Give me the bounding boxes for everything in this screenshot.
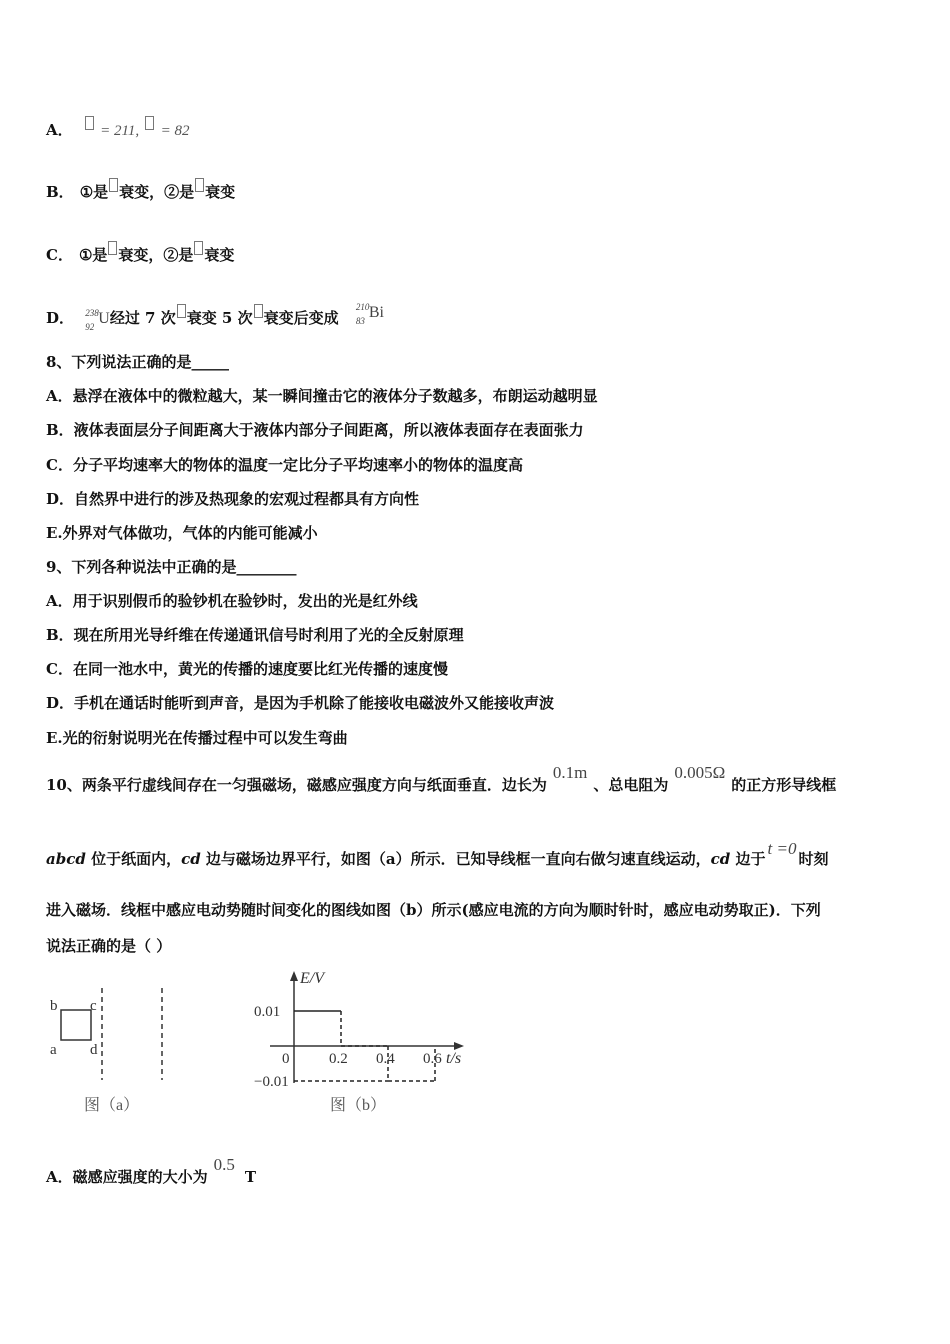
square-frame — [61, 1010, 91, 1040]
text: ①是 — [78, 246, 108, 264]
q9-option-d: D．手机在通话时能听到声音，是因为手机除了能接收电磁波外又能接收声波 — [46, 694, 555, 712]
chart-marks — [254, 1004, 442, 1090]
missing-glyph-icon — [177, 304, 186, 318]
missing-glyph-icon — [85, 116, 94, 130]
text: 边与磁场边界平行，如图（a）所示．已知导线框一直向右做匀速直线运动， — [200, 850, 711, 868]
q7-option-d — [46, 302, 384, 332]
missing-glyph-icon — [195, 178, 204, 192]
q8-option-c: C．分子平均速率大的物体的温度一定比分子平均速率小的物体的温度高 — [46, 456, 523, 474]
text: 衰变，②是 — [118, 246, 194, 264]
missing-glyph-icon — [194, 241, 203, 255]
text: 边于 — [730, 850, 766, 868]
x-tick-label: 0.4 — [376, 1051, 395, 1067]
text: 位于纸面内， — [85, 850, 182, 868]
missing-glyph-icon — [254, 304, 263, 318]
q7-option-c — [46, 241, 234, 265]
q8-stem: 8、下列说法正确的是_____ — [46, 353, 229, 371]
field-value: 0.5 — [213, 1155, 235, 1174]
y-axis-label: E/V — [300, 970, 324, 987]
q10-line-4: 说法正确的是（ ） — [46, 937, 172, 955]
resistance-value: 0.005Ω — [674, 763, 726, 782]
caption-b: 图（b） — [330, 1097, 387, 1114]
q9-option-c: C．在同一池水中，黄光的传播的速度要比红光传播的速度慢 — [46, 660, 448, 678]
text: 衰变，②是 — [119, 183, 195, 201]
text: 、总电阻为 — [593, 776, 669, 794]
edge-name: cd — [181, 850, 201, 868]
q10-line-3: 进入磁场．线框中感应电动势随时间变化的图线如图（b）所示(感应电流的方向为顺时针时，感应电动势取正)．下列 — [46, 901, 821, 919]
atomic-number: 92 — [85, 322, 95, 332]
y-tick-label: −0.01 — [254, 1074, 289, 1090]
text: 衰变 — [205, 183, 236, 201]
option-label: B． — [46, 183, 74, 201]
text: 经过 7 次 — [109, 309, 176, 327]
label-b: b — [50, 998, 58, 1014]
q9-option-a: A．用于识别假币的验钞机在验钞时，发出的光是红外线 — [46, 592, 418, 610]
label-c: c — [90, 998, 97, 1014]
x-tick-label: 0 — [282, 1051, 290, 1067]
missing-glyph-icon — [108, 241, 117, 255]
q9-stem: 9、下列各种说法中正确的是________ — [46, 558, 297, 576]
equation-part: = 82 — [160, 123, 190, 139]
q8-option-b: B．液体表面层分子间距离大于液体内部分子间距离，所以液体表面存在表面张力 — [46, 421, 584, 439]
label-a: a — [50, 1042, 57, 1058]
y-tick-label: 0.01 — [254, 1004, 281, 1020]
missing-glyph-icon — [145, 116, 154, 130]
mass-number: 210 — [355, 302, 370, 312]
y-axis-arrow — [290, 971, 298, 981]
figure-a — [40, 980, 190, 1120]
q9-option-b: B．现在所用光导纤维在传递通讯信号时利用了光的全反射原理 — [46, 626, 464, 644]
equation-part: = 211, — [100, 123, 140, 139]
text: A．磁感应强度的大小为 — [46, 1168, 208, 1186]
text: ①是 — [79, 183, 109, 201]
text: 衰变 — [204, 246, 235, 264]
q7-option-a — [46, 116, 189, 141]
option-label: D． — [46, 309, 75, 327]
text: 的正方形导线框 — [731, 776, 837, 794]
q10-line-1 — [46, 763, 837, 795]
edge-name: cd — [710, 850, 731, 868]
text: 时刻 — [798, 850, 829, 868]
uranium-nuclide — [85, 308, 110, 332]
q8-option-a: A．悬浮在液体中的微粒越大，某一瞬间撞击它的液体分子数越多，布朗运动越明显 — [46, 387, 598, 405]
mass-number: 238 — [85, 308, 99, 318]
frame-name: abcd — [46, 850, 86, 868]
atomic-number: 83 — [355, 316, 365, 326]
text: 衰变 5 次 — [186, 309, 253, 327]
time-zero: t =0 — [767, 839, 797, 858]
text: 10、两条平行虚线间存在一匀强磁场，磁感应强度方向与纸面垂直．边长为 — [46, 776, 547, 794]
q8-option-e: E.外界对气体做功，气体的内能可能减小 — [46, 524, 318, 542]
element-symbol: Bi — [368, 304, 384, 321]
caption-a: 图（a） — [84, 1097, 140, 1114]
x-tick-label: 0.2 — [329, 1051, 348, 1067]
option-label: C． — [46, 246, 73, 264]
unit: T — [244, 1168, 257, 1186]
text: 衰变后变成 — [263, 309, 339, 327]
bismuth-nuclide — [355, 302, 384, 326]
q8-option-d: D．自然界中进行的涉及热现象的宏观过程都具有方向性 — [46, 490, 420, 508]
element-symbol: U — [98, 310, 110, 327]
side-length: 0.1m — [552, 763, 588, 782]
missing-glyph-icon — [109, 178, 118, 192]
x-tick-label: 0.6 — [423, 1051, 442, 1067]
figure-b — [240, 965, 480, 1125]
q9-option-e: E.光的衍射说明光在传播过程中可以发生弯曲 — [46, 729, 348, 747]
q10-line-2 — [46, 839, 829, 869]
label-d: d — [90, 1042, 98, 1058]
x-axis-label: t/s — [446, 1050, 462, 1067]
q7-option-b — [46, 178, 235, 202]
option-label: A． — [46, 121, 73, 139]
q10-option-a — [46, 1155, 257, 1187]
x-axis-arrow — [454, 1042, 464, 1050]
